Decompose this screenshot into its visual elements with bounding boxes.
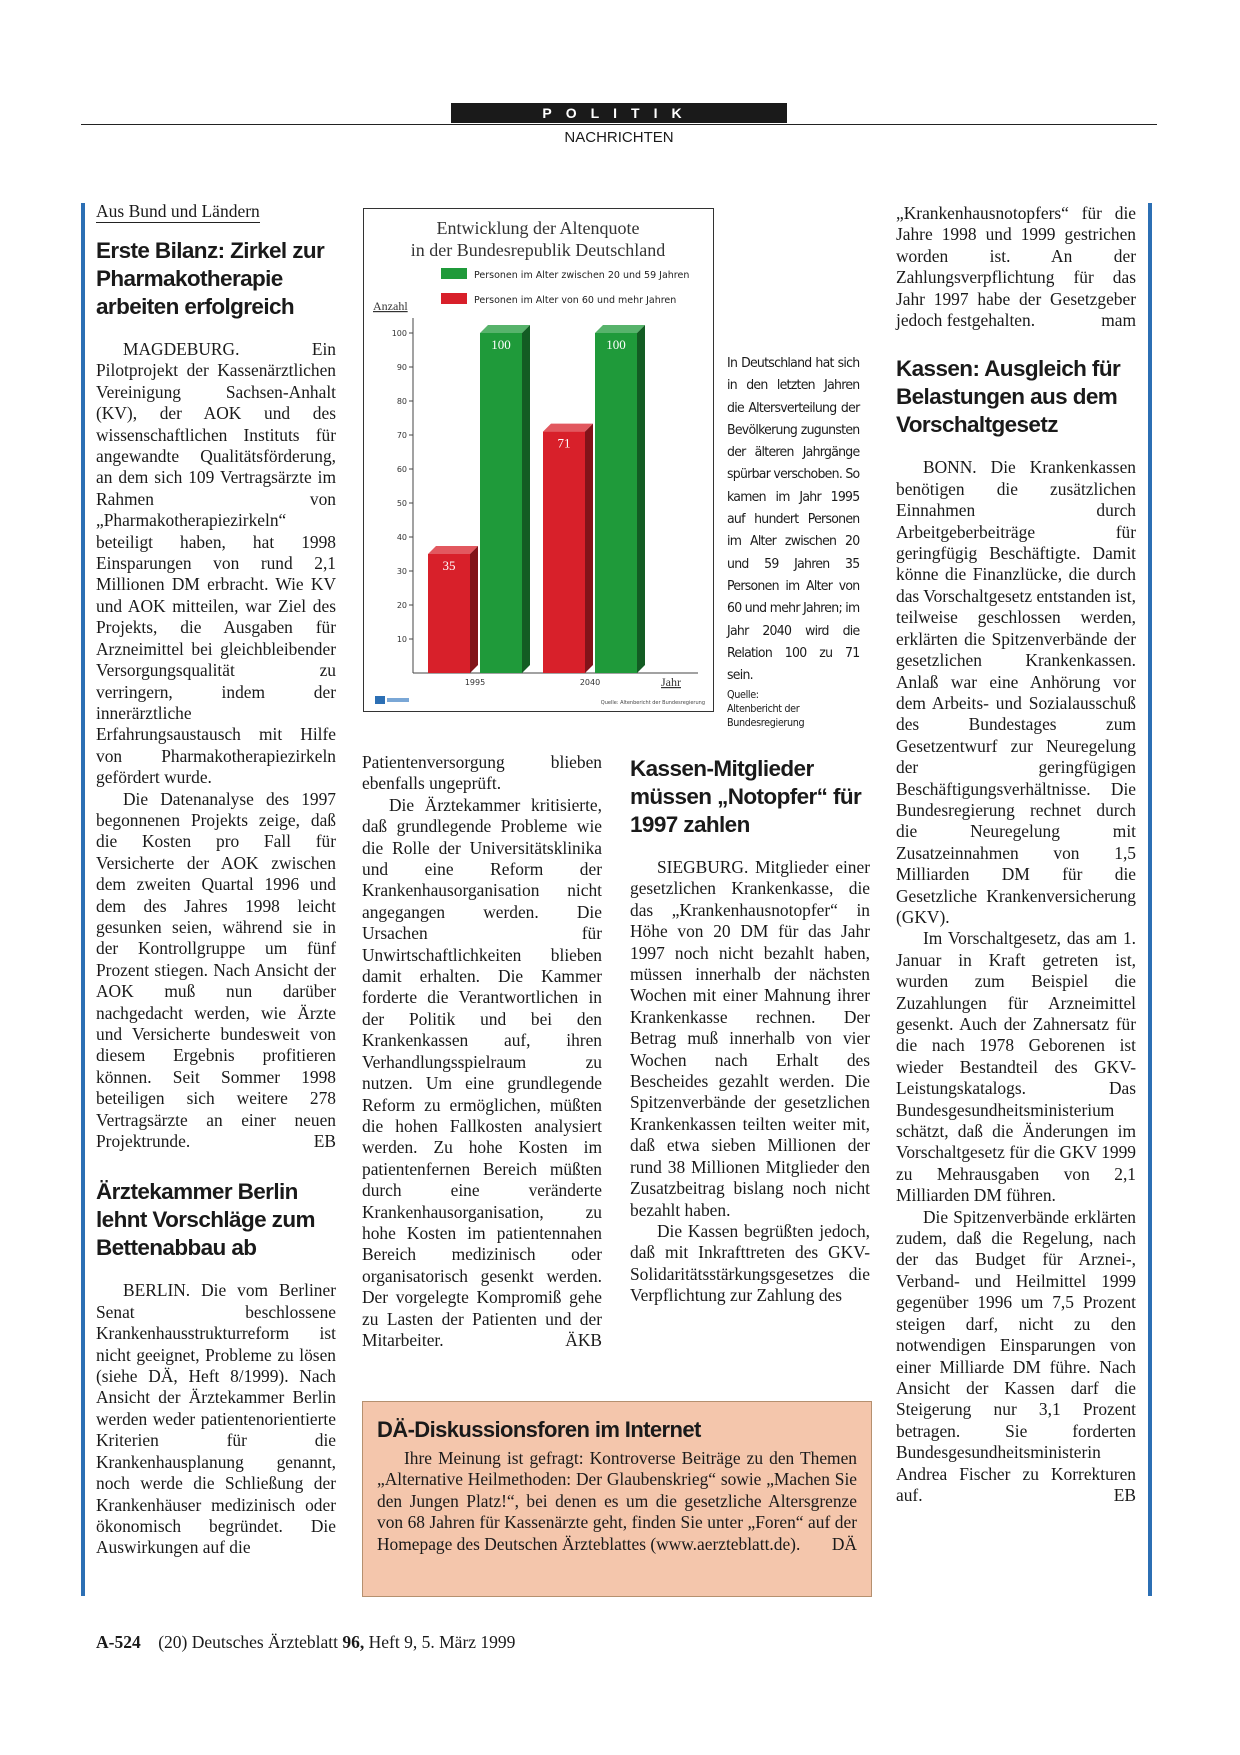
- y-tick-label: 30: [396, 567, 407, 576]
- forum-infobox: [362, 1401, 872, 1597]
- paragraph: BONN. Die Krankenkassen benötigen die zusätzlichen Einnahmen durch Arbeitgeberbeiträge für geringfügig Beschäftigte. Damit könne die Finanzlücke, die durch das Vorschaltgesetz entstanden ist, teilweise geschlossen werden, erklärten die Spitzenverbände der gesetzlichen Krankenkassen. Anlaß war eine Anhörung vor dem Arbeits- und Sozialausschuß des Bundestages zum Gesetzentwurf zur Neuregelung der geringfügigen Beschäftigungsverhältnisse. Die Bundesregierung rechnet durch die Neuregelung mit Zusatzeinnahmen von 1,5 Milliarden DM für die Gesetzliche Krankenversicherung (GKV).: [896, 457, 1136, 927]
- bar-side-face: [585, 424, 593, 673]
- headline-pharmakotherapie: Erste Bilanz: Zirkel zur Pharmakotherapie arbeiten erfolgreich: [96, 238, 325, 319]
- chart-source-note: Quelle: Altenbericht der Bundesregierung: [600, 700, 705, 706]
- paragraph: Die Datenanalyse des 1997 begonnenen Projekts zeige, daß die Kosten pro Fall für Versicherte der AOK zwischen dem zweiten Quartal 1996 und dem des Jahres 1998 leicht gesunken seien, während sie in der Kontrollgruppe um fünf Prozent stiegen. Nach Ansicht der AOK muß nun darüber nachgedacht werden, wie Ärzte und Versicherte bundesweit von diesem Ergebnis profitieren können. Seit Sommer 1998 beteiligen sich weitere 278 Vertragsärzte an einer neuen Projektrunde. EB: [96, 788, 336, 1152]
- caption-source-text: Altenbericht der Bundesregierung: [727, 703, 805, 730]
- bar-2040-red: [543, 432, 585, 673]
- paragraph: Im Vorschaltgesetz, das am 1. Januar in Kraft getreten ist, wurden zum Beispiel die Zuzahlungen für Arzneimittel gesenkt. Auch der Zahnersatz für die nach 1978 Geborenen ist wieder Bestandteil des GKV-Leistungskatalogs. Das Bundesgesundheitsministerium schätzt, daß die Änderungen im Vorschaltgesetz für die GKV 1999 zu Mehrausgaben von 2,1 Milliarden DM führen.: [896, 928, 1136, 1206]
- section-subrubric: NACHRICHTEN: [564, 129, 674, 146]
- legend-label-green: Personen im Alter zwischen 20 und 59 Jahren: [474, 270, 690, 281]
- left-accent-bar: [81, 203, 85, 1596]
- footer-volume: 96,: [342, 1632, 365, 1652]
- y-tick-label: 100: [391, 329, 407, 338]
- y-tick-label: 10: [396, 635, 407, 644]
- bar-2040-green: [595, 333, 637, 673]
- x-axis-label: Jahr: [661, 675, 681, 689]
- column-2: [362, 752, 602, 1351]
- headline-notopfer: Kassen-Mitglieder müssen „Notopfer“ für 1997 zahlen: [630, 756, 862, 837]
- forum-headline: DÄ-Diskussionsforen im Internet: [377, 1417, 701, 1442]
- paragraph: Die Ärztekammer kritisierte, daß grundlegende Probleme wie die Rolle der Universitätsklinika und eine Reform der Krankenhausorganisation nicht angegangen werden. Die Ursachen für Unwirtschaftlichkeiten blieben damit erhalten. Die Kammer forderte die Verantwortlichen in der Politik und bei den Krankenkassen auf, ihren Verhandlungsspielraum zu nutzen. Um eine grundlegende Reform zu ermöglichen, müßten die hohen Fallkosten analysiert werden. Zu hohe Kosten im patientenfernen Bereich müßten durch eine veränderte Krankenhausorganisation, zu hohe Kosten im patientennahen Bereich medizinisch oder organisatorisch gesenkt werden. Der vorgelegte Kompromiß gehe zu Lasten der Patienten und der Mitarbeiter. ÄKB: [362, 794, 602, 1350]
- footer-issue: Heft 9, 5. März 1999: [368, 1632, 516, 1652]
- y-tick-label: 20: [396, 601, 407, 610]
- x-tick-label: 2040: [579, 678, 601, 687]
- altenquote-chart: [363, 208, 714, 712]
- caption-source: [727, 688, 859, 730]
- headline-vorschaltgesetz: Kassen: Ausgleich für Belastungen aus dem Vorschaltgesetz: [896, 356, 1121, 438]
- footer-publication: (20) Deutsches Ärzteblatt: [158, 1632, 339, 1652]
- caption-source-label: Quelle:: [727, 689, 759, 702]
- y-tick-label: 40: [396, 533, 407, 542]
- forum-text: Ihre Meinung ist gefragt: Kontroverse Beiträge zu den Themen „Alternative Heilmethoden: Der Glaubenskrieg“ sowie „Machen Sie den Jungen Platz!“, bei denen es um die gesetzliche Altersgrenze von 68 Jahren für Kassenärzte geht, finden Sie unter „Foren“ auf der Homepage des Deutschen Ärzteblattes (www.aerzteblatt.de). DÄ: [377, 1448, 857, 1554]
- chart-caption: [727, 352, 859, 730]
- kicker: Aus Bund und Ländern: [96, 201, 260, 221]
- bar-1995-green: [480, 333, 522, 673]
- paragraph: BERLIN. Die vom Berliner Senat beschlossene Krankenhausstrukturreform ist nicht geeignet, Probleme zu lösen (siehe DÄ, Heft 8/1999). Nach Ansicht der Ärztekammer Berlin werden weder patientenorientierte Kriterien für die Krankenhausplanung genannt, noch werde die Schließung der Krankenhäuser medizinisch oder ökonomisch begründet. Die Auswirkungen auf die: [96, 1280, 336, 1558]
- author-signature: ÄKB: [565, 1329, 602, 1350]
- bar-value-label: 100: [491, 337, 511, 352]
- bar-top-face: [595, 325, 645, 333]
- bar-side-face: [470, 546, 478, 673]
- author-signature: EB: [1113, 1484, 1136, 1505]
- bar-value-label: 100: [606, 337, 626, 352]
- y-tick-label: 90: [396, 363, 407, 372]
- bar-top-face: [428, 546, 478, 554]
- paragraph: Patientenversorgung blieben ebenfalls ungeprüft.: [362, 752, 602, 794]
- column-3: [630, 755, 870, 1307]
- page-footer: [96, 1632, 515, 1653]
- page-number: A-524: [96, 1632, 141, 1652]
- chart-title-line2: in der Bundesrepublik Deutschland: [410, 240, 666, 260]
- x-tick-label: 1995: [464, 678, 486, 687]
- legend-swatch-red: [441, 293, 467, 304]
- section-rubric: POLITIK: [451, 103, 787, 123]
- y-tick-label: 50: [396, 499, 407, 508]
- bar-side-face: [637, 325, 645, 673]
- bar-value-label: 71: [557, 435, 571, 451]
- bar-value-label: 35: [442, 558, 456, 573]
- author-signature: EB: [313, 1131, 336, 1152]
- paragraph: SIEGBURG. Mitglieder einer gesetzlichen Krankenkasse, die das „Krankenhausnotopfer“ in Höhe von 20 DM für das Jahr 1997 noch nicht bezahlt haben, müssen innerhalb der nächsten Wochen mit einer Mahnung ihrer Krankenkasse rechnen. Der Betrag muß innerhalb von vier Wochen nach Erhalt des Bescheides gezahlt werden. Die Spitzenverbände der gesetzlichen Krankenkassen teilten weiter mit, daß etwa sieben Millionen der rund 38 Millionen Mitglieder den Zusatzbeitrag bislang noch nicht bezahlt haben.: [630, 857, 870, 1220]
- y-tick-label: 70: [396, 431, 407, 440]
- chart-plot-area: [392, 318, 698, 687]
- paragraph: „Krankenhausnotopfers“ für die Jahre 1998 und 1999 gestrichen worden ist. An der Zahlungsverpflichtung für das Jahr 1997 habe der Gesetzgeber jedoch festgehalten. mam: [896, 203, 1136, 331]
- caption-text: In Deutschland hat sich in den letzten Jahren die Altersverteilung der Bevölkerung zugunsten der älteren Jahrgänge spürbar verschoben. So kamen im Jahr 1995 auf hundert Personen im Alter zwischen 20 und 59 Jahren 35 Personen im Alter von 60 und mehr Jahren; im Jahr 2040 wird die Relation 100 zu 71 sein.: [727, 355, 860, 684]
- column-1: [96, 200, 336, 1559]
- headline-aerztekammer-berlin: Ärztekammer Berlin lehnt Vorschläge zum Bettenabbau ab: [96, 1179, 315, 1261]
- legend-swatch-green: [441, 268, 467, 279]
- chart-logo: [375, 696, 409, 704]
- column-4: [896, 203, 1136, 1506]
- paragraph: Die Kassen begrüßten jedoch, daß mit Inkrafttreten des GKV-Solidaritätsstärkungsgesetzes die Verpflichtung zur Zahlung des: [630, 1220, 870, 1306]
- legend-label-red: Personen im Alter von 60 und mehr Jahren: [474, 295, 677, 306]
- paragraph: MAGDEBURG. Ein Pilotprojekt der Kassenärztlichen Vereinigung Sachsen-Anhalt (KV), der AOK und des wissenschaftlichen Instituts für angewandte Qualitätsförderung, an dem sich 109 Vertragsärzte im Rahmen von „Pharmakotherapiezirkeln“ beteiligt haben, hat 1998 Einsparungen von rund 2,1 Millionen DM erbracht. Wie KV und AOK mitteilen, war Ziel des Projekts, die Ausgaben für Arzneimittel bei gleichbleibender Versorgungsqualität zu verringern, indem der innerärztliche Erfahrungsaustausch mit Hilfe von Pharmakotherapiezirkeln gefördert wurde.: [96, 339, 336, 788]
- y-tick-label: 80: [396, 397, 407, 406]
- y-tick-label: 60: [396, 465, 407, 474]
- author-signature: DÄ: [831, 1533, 857, 1554]
- right-accent-bar: [1148, 203, 1152, 1596]
- bar-top-face: [543, 424, 593, 432]
- paragraph: Die Spitzenverbände erklärten zudem, daß die Regelung, nach der das Budget für Arznei-, Verband- und Heilmittel 1999 gegenüber 1996 um 7,5 Prozent steigen darf, nicht zu den notwendigen Einsparungen von einer Milliarde DM führe. Nach Ansicht der Kassen darf die Steigerung nur 3,1 Prozent betragen. Sie forderten Bundesgesundheitsministerin Andrea Fischer zu Korrekturen auf. EB: [896, 1206, 1136, 1505]
- header-rule: [81, 124, 1157, 125]
- author-signature: mam: [1101, 310, 1136, 331]
- chart-title-line1: Entwicklung der Altenquote: [436, 218, 640, 238]
- bar-top-face: [480, 325, 530, 333]
- y-axis-label: Anzahl: [373, 299, 408, 313]
- bar-side-face: [522, 325, 530, 673]
